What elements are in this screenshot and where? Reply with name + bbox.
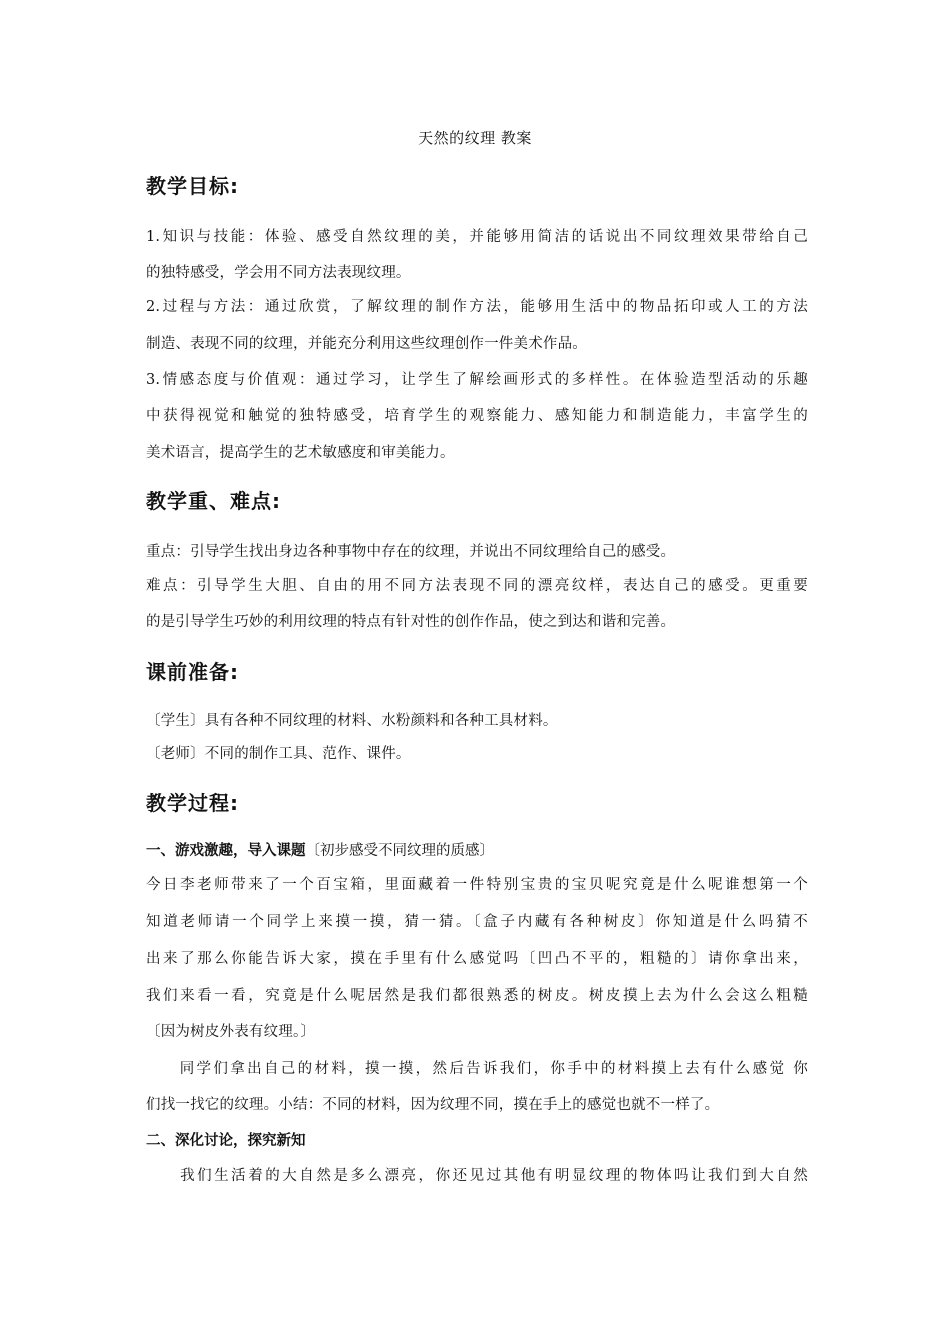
- objectives-line: 美术语言，提高学生的艺术敏感度和审美能力。: [146, 445, 455, 461]
- process-part2-title-bold: 二、深化讨论，探究新知: [146, 1133, 306, 1149]
- document-title: 天然的纹理 教案: [418, 129, 532, 147]
- process-part1-title-note: 〔初步感受不同纹理的质感〕: [305, 843, 494, 859]
- process-part2-line: 我们生活着的大自然是多么漂亮，你还见过其他有明显纹理的物体吗让我们到大自然: [146, 1168, 808, 1184]
- process-part1-line: 知道老师请一个同学上来摸一摸，猜一猜。〔盒子内藏有各种树皮〕你知道是什么吗猜不: [146, 914, 808, 930]
- preparation-line: 〔老师〕不同的制作工具、范作、课件。: [146, 746, 411, 762]
- objectives-line: 制造、表现不同的纹理，并能充分利用这些纹理创作一件美术作品。: [146, 336, 587, 352]
- heading-process: 教学过程:: [146, 791, 239, 815]
- heading-objectives: 教学目标:: [146, 174, 239, 198]
- objectives-line: 1.知识与技能：体验、感受自然纹理的美，并能够用简洁的话说出不同纹理效果带给自己: [146, 229, 808, 245]
- process-part1-line: 〔因为树皮外表有纹理。〕: [146, 1024, 316, 1040]
- objectives-line: 的独特感受，学会用不同方法表现纹理。: [146, 265, 411, 281]
- key-points-line: 重点：引导学生找出身边各种事物中存在的纹理，并说出不同纹理给自己的感受。: [146, 544, 676, 560]
- objectives-line: 2.过程与方法：通过欣赏，了解纹理的制作方法，能够用生活中的物品拓印或人工的方法: [146, 299, 808, 315]
- key-points-line: 难点：引导学生大胆、自由的用不同方法表现不同的漂亮纹样，表达自己的感受。更重要: [146, 578, 808, 594]
- process-part2-title: [146, 1131, 306, 1151]
- process-part1-line: 我们来看一看，究竟是什么呢居然是我们都很熟悉的树皮。树皮摸上去为什么会这么粗糙: [146, 988, 808, 1004]
- key-points-line: 的是引导学生巧妙的利用纹理的特点有针对性的创作作品，使之到达和谐和完善。: [146, 614, 676, 630]
- process-part1-line: 同学们拿出自己的材料，摸一摸，然后告诉我们，你手中的材料摸上去有什么感觉 你: [146, 1061, 808, 1077]
- process-part1-line: 们找一找它的纹理。小结：不同的材料，因为纹理不同，摸在手上的感觉也就不一样了。: [146, 1097, 720, 1113]
- process-part1-title-bold: 一、游戏激趣，导入课题: [146, 843, 306, 859]
- process-part1-title: [146, 841, 494, 861]
- preparation-line: 〔学生〕具有各种不同纹理的材料、水粉颜料和各种工具材料。: [146, 713, 558, 729]
- objectives-line: 3.情感态度与价值观：通过学习，让学生了解绘画形式的多样性。在体验造型活动的乐趣: [146, 372, 808, 388]
- heading-preparation: 课前准备:: [146, 660, 239, 684]
- process-part1-line: 今日李老师带来了一个百宝箱，里面藏着一件特别宝贵的宝贝呢究竟是什么呢谁想第一个: [146, 877, 808, 893]
- objectives-line: 中获得视觉和触觉的独特感受，培育学生的观察能力、感知能力和制造能力，丰富学生的: [146, 408, 808, 424]
- heading-key-points: 教学重、难点:: [146, 489, 281, 513]
- process-part1-line: 出来了那么你能告诉大家，摸在手里有什么感觉吗〔凹凸不平的，粗糙的〕请你拿出来，: [146, 951, 808, 967]
